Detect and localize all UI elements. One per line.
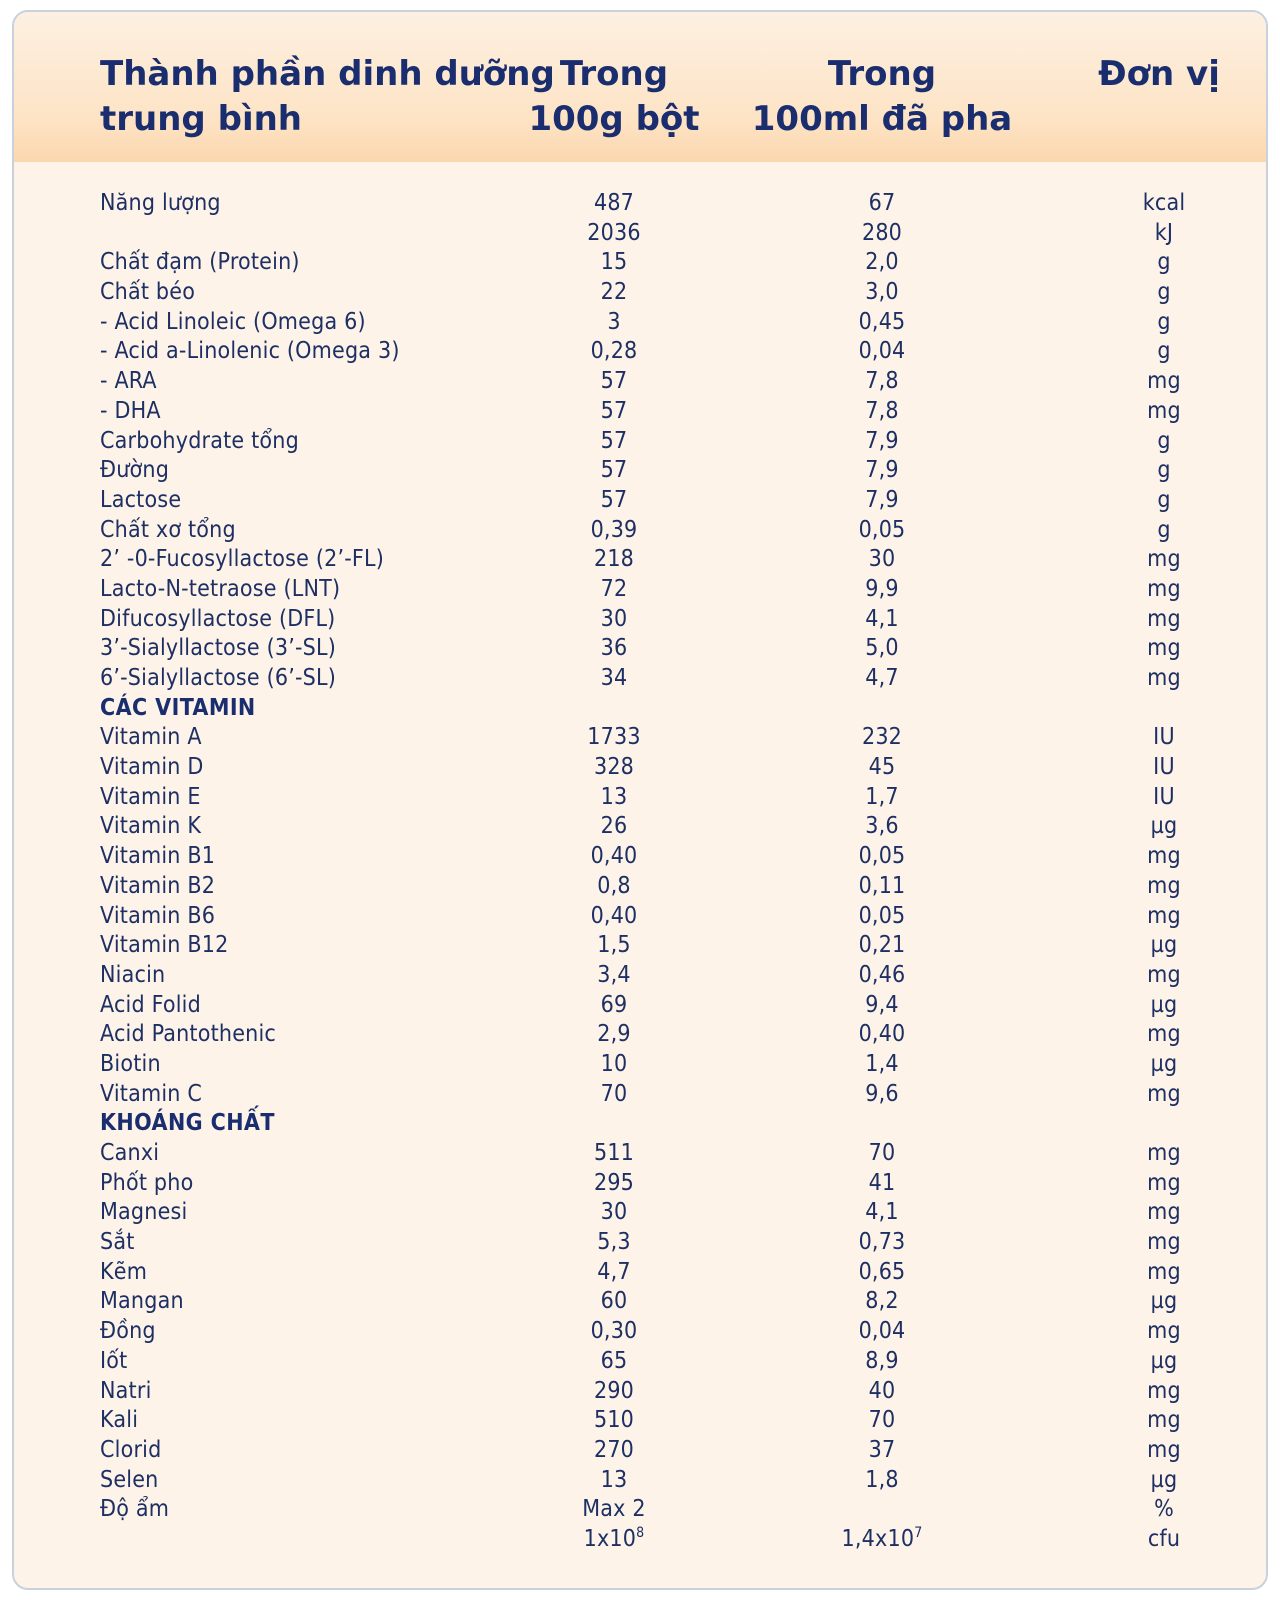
value-exponent: 7: [914, 1524, 923, 1541]
value-per-100ml: 9,4: [865, 991, 899, 1018]
value-per-100ml: 8,9: [865, 1347, 899, 1374]
value-per-100ml: 232: [861, 724, 903, 751]
unit: %: [1154, 1496, 1174, 1523]
value-per-100ml: 1,8: [865, 1466, 899, 1493]
value-exponent: 8: [636, 1524, 645, 1541]
value-per-100ml: 280: [861, 219, 903, 246]
table-row: [14, 1080, 1266, 1110]
table-row: [14, 1525, 1266, 1555]
value-per-100g: Max 2: [582, 1496, 646, 1523]
nutrient-name: Carbohydrate tổng: [100, 427, 299, 454]
nutrient-name: Vitamin B2: [100, 872, 216, 899]
nutrient-name: Canxi: [100, 1140, 160, 1166]
value-per-100g: 65: [600, 1347, 628, 1374]
nutrient-name: Niacin: [100, 961, 166, 988]
value-per-100g: 1,5: [597, 932, 631, 959]
nutrient-name: Phốt pho: [100, 1169, 194, 1196]
table-row: [14, 842, 1266, 872]
value-per-100g: 57: [600, 486, 628, 513]
table-row: [14, 1228, 1266, 1258]
unit: cfu: [1147, 1525, 1181, 1552]
value-per-100g: 72: [600, 575, 628, 602]
unit: mg: [1147, 605, 1181, 632]
nutrient-name: Chất xơ tổng: [100, 516, 236, 543]
table-row: [14, 723, 1266, 753]
value-per-100ml: 7,9: [865, 427, 899, 454]
table-row: [14, 1287, 1266, 1317]
value-base: 1x10: [583, 1525, 637, 1552]
value-per-100ml: 1,7: [865, 783, 899, 810]
value-per-100ml: 0,21: [858, 932, 906, 959]
nutrient-name: 3’-Sialyllactose (3’-SL): [100, 635, 336, 662]
nutrient-name: Vitamin B1: [100, 843, 216, 870]
nutrient-name: Năng lượng: [100, 190, 221, 216]
unit: g: [1157, 338, 1171, 365]
nutrient-name: - Acid a-Linolenic (Omega 3): [100, 338, 400, 365]
value-per-100ml: 4,1: [865, 1199, 899, 1226]
nutrient-name: 2’ -0-Fucosyllactose (2’-FL): [100, 546, 385, 573]
value-per-100ml: 2,0: [865, 249, 899, 276]
table-row: [14, 1258, 1266, 1288]
unit: mg: [1147, 575, 1181, 602]
section-heading: KHOÁNG CHẤT: [100, 1110, 275, 1137]
unit: µg: [1150, 1466, 1178, 1493]
value-per-100ml: 0,04: [858, 1318, 906, 1345]
unit: mg: [1147, 665, 1181, 691]
table-row: [14, 516, 1266, 546]
unit: g: [1157, 486, 1171, 513]
unit: mg: [1147, 1199, 1181, 1226]
value-per-100g: 0,30: [590, 1318, 638, 1345]
unit: mg: [1147, 961, 1181, 988]
header-col-per-100ml: Trong 100ml đã pha: [751, 54, 1013, 139]
value-per-100ml: 0,40: [858, 1021, 906, 1048]
nutrient-name: Vitamin E: [100, 783, 201, 810]
value-per-100g: 328: [593, 754, 635, 781]
unit: mg: [1147, 1377, 1181, 1404]
value-per-100g: 270: [593, 1436, 635, 1463]
nutrient-name: Chất béo: [100, 279, 196, 306]
value-per-100g: 36: [600, 635, 628, 662]
table-row: [14, 1377, 1266, 1407]
nutrient-name: Clorid: [100, 1436, 162, 1463]
header-col-nutrient: Thành phần dinh dưỡng trung bình: [100, 54, 555, 139]
nutrient-name: Vitamin D: [100, 754, 204, 781]
nutrient-name: Selen: [100, 1466, 159, 1493]
unit: mg: [1147, 902, 1181, 929]
table-row: [14, 278, 1266, 308]
unit: mg: [1147, 1436, 1181, 1463]
value-per-100ml: 8,2: [865, 1288, 899, 1315]
table-row: [14, 812, 1266, 842]
value-per-100g: 10: [600, 1050, 628, 1077]
value-per-100g: 70: [600, 1080, 628, 1107]
table-row: [14, 545, 1266, 575]
table-row: [14, 1347, 1266, 1377]
value-per-100g: 13: [600, 783, 628, 810]
table-row: [14, 397, 1266, 427]
nutrient-name: Lacto-N-tetraose (LNT): [100, 575, 341, 602]
unit: g: [1157, 427, 1171, 454]
value-per-100ml: 67: [868, 190, 896, 216]
value-per-100g: [544, 1525, 684, 1555]
nutrient-name: - ARA: [100, 368, 157, 395]
value-per-100ml: 0,04: [858, 338, 906, 365]
unit: mg: [1147, 635, 1181, 662]
table-row: [14, 783, 1266, 813]
nutrient-name: Acid Folid: [100, 991, 201, 1018]
value-per-100g: 30: [600, 605, 628, 632]
nutrient-name: Độ ẩm: [100, 1496, 170, 1523]
value-per-100g: 5,3: [597, 1229, 631, 1256]
table-row: [14, 753, 1266, 783]
value-per-100ml: 0,11: [858, 872, 906, 899]
table-row: [14, 961, 1266, 991]
nutrient-name: Vitamin A: [100, 724, 202, 751]
value-per-100g: 15: [600, 249, 628, 276]
value-per-100g: 57: [600, 427, 628, 454]
value-per-100g: 57: [600, 457, 628, 484]
value-per-100ml: 45: [868, 754, 896, 781]
unit: µg: [1150, 932, 1178, 959]
nutrient-name: Biotin: [100, 1050, 161, 1077]
value-per-100g: 2,9: [597, 1021, 631, 1048]
value-per-100ml: 4,1: [865, 605, 899, 632]
table-row: [14, 427, 1266, 457]
nutrient-name: Acid Pantothenic: [100, 1021, 276, 1048]
table-row: [14, 1406, 1266, 1436]
table-row: [14, 1495, 1266, 1525]
section-heading-row: [14, 1109, 1266, 1139]
unit: mg: [1147, 1080, 1181, 1107]
table-row: [14, 308, 1266, 338]
unit: g: [1157, 308, 1171, 335]
value-per-100ml: 0,65: [858, 1258, 906, 1285]
table-row: [14, 605, 1266, 635]
unit: µg: [1150, 991, 1178, 1018]
value-per-100g: 0,40: [590, 843, 638, 870]
value-per-100ml: 30: [868, 546, 896, 573]
nutrient-name: Đồng: [100, 1318, 156, 1345]
unit: g: [1157, 516, 1171, 543]
value-per-100ml: 0,05: [858, 516, 906, 543]
value-per-100g: 487: [593, 190, 635, 216]
nutrient-name: Kali: [100, 1407, 139, 1434]
nutrient-name: Natri: [100, 1377, 152, 1404]
value-per-100ml: 41: [868, 1169, 896, 1196]
table-row: [14, 634, 1266, 664]
value-per-100g: 26: [600, 813, 628, 840]
table-row: [14, 1436, 1266, 1466]
value-per-100ml: 0,46: [858, 961, 906, 988]
table-row: [14, 1198, 1266, 1228]
value-per-100g: 57: [600, 368, 628, 395]
nutrient-name: Vitamin K: [100, 813, 202, 840]
unit: kJ: [1154, 219, 1174, 246]
table-row: [14, 1050, 1266, 1080]
value-per-100ml: 40: [868, 1377, 896, 1404]
nutrient-name: Difucosyllactose (DFL): [100, 605, 336, 632]
table-row: [14, 1169, 1266, 1199]
unit: mg: [1147, 843, 1181, 870]
value-per-100ml: 9,9: [865, 575, 899, 602]
table-row: [14, 219, 1266, 249]
value-per-100ml: 0,05: [858, 843, 906, 870]
value-per-100g: 510: [593, 1407, 635, 1434]
table-row: [14, 664, 1266, 694]
nutrient-name: Chất đạm (Protein): [100, 249, 300, 276]
value-per-100ml: 7,9: [865, 457, 899, 484]
unit: mg: [1147, 1169, 1181, 1196]
nutrient-name: Vitamin C: [100, 1080, 203, 1107]
value-per-100g: 0,40: [590, 902, 638, 929]
value-per-100g: 22: [600, 279, 628, 306]
table-row: [14, 486, 1266, 516]
nutrient-name: Mangan: [100, 1288, 184, 1315]
nutrient-name: - DHA: [100, 397, 161, 424]
unit: µg: [1150, 1347, 1178, 1374]
value-base: 1,4x10: [841, 1525, 915, 1552]
value-per-100ml: 0,05: [858, 902, 906, 929]
table-row: [14, 367, 1266, 397]
value-per-100ml: 7,8: [865, 397, 899, 424]
unit: µg: [1150, 1050, 1178, 1077]
table-row: [14, 1020, 1266, 1050]
table-row: [14, 189, 1266, 219]
value-per-100g: 0,39: [590, 516, 638, 543]
table-row: [14, 575, 1266, 605]
table-row: [14, 248, 1266, 278]
table-row: [14, 1317, 1266, 1347]
value-per-100g: 69: [600, 991, 628, 1018]
value-per-100ml: 3,0: [865, 279, 899, 306]
value-per-100ml: 7,9: [865, 486, 899, 513]
value-per-100ml: 4,7: [865, 665, 899, 691]
value-per-100ml: 70: [868, 1407, 896, 1434]
unit: mg: [1147, 368, 1181, 395]
value-per-100g: 295: [593, 1169, 635, 1196]
value-per-100g: 3,4: [597, 961, 631, 988]
unit: g: [1157, 279, 1171, 306]
value-per-100g: 2036: [587, 219, 641, 246]
unit: kcal: [1142, 190, 1186, 216]
value-per-100g: 1733: [587, 724, 641, 751]
table-row: [14, 902, 1266, 932]
table-row: [14, 991, 1266, 1021]
table-body: [14, 189, 1266, 1555]
value-per-100ml: 3,6: [865, 813, 899, 840]
nutrition-table-panel: [12, 10, 1268, 1590]
value-per-100g: 218: [593, 546, 635, 573]
table-row: [14, 456, 1266, 486]
nutrient-name: Vitamin B12: [100, 932, 229, 959]
section-heading: CÁC VITAMIN: [100, 694, 256, 721]
nutrient-name: Đường: [100, 457, 170, 484]
table-row: [14, 872, 1266, 902]
value-per-100g: 30: [600, 1199, 628, 1226]
value-per-100g: 34: [600, 665, 628, 691]
unit: mg: [1147, 1229, 1181, 1256]
value-per-100ml: 9,6: [865, 1080, 899, 1107]
table-row: [14, 1466, 1266, 1496]
nutrient-name: - Acid Linoleic (Omega 6): [100, 308, 366, 335]
table-row: [14, 931, 1266, 961]
table-row: [14, 1139, 1266, 1169]
nutrient-name: Sắt: [100, 1229, 135, 1256]
value-per-100g: 3: [607, 308, 621, 335]
unit: mg: [1147, 1258, 1181, 1285]
unit: g: [1157, 249, 1171, 276]
header-col-per-100g: Trong 100g bột: [528, 54, 700, 139]
unit: µg: [1150, 1288, 1178, 1315]
nutrient-name: Lactose: [100, 486, 182, 513]
unit: mg: [1147, 397, 1181, 424]
value-per-100g: 13: [600, 1466, 628, 1493]
unit: IU: [1153, 724, 1175, 751]
value-per-100ml: 70: [868, 1140, 896, 1166]
value-per-100g: 290: [593, 1377, 635, 1404]
nutrient-name: Vitamin B6: [100, 902, 216, 929]
unit: mg: [1147, 872, 1181, 899]
unit: mg: [1147, 1318, 1181, 1345]
value-per-100g: 60: [600, 1288, 628, 1315]
value-per-100g: 57: [600, 397, 628, 424]
value-per-100g: 511: [593, 1140, 635, 1166]
value-per-100g: 0,28: [590, 338, 638, 365]
unit: g: [1157, 457, 1171, 484]
unit: mg: [1147, 1021, 1181, 1048]
section-heading-row: [14, 694, 1266, 724]
value-per-100ml: 0,73: [858, 1229, 906, 1256]
unit: µg: [1150, 813, 1178, 840]
value-per-100ml: 1,4: [865, 1050, 899, 1077]
value-per-100g: 4,7: [597, 1258, 631, 1285]
unit: mg: [1147, 1140, 1181, 1166]
unit: IU: [1153, 754, 1175, 781]
nutrient-name: Kẽm: [100, 1258, 148, 1285]
value-per-100ml: 37: [868, 1436, 896, 1463]
nutrient-name: Iốt: [100, 1347, 128, 1374]
value-per-100ml: 0,45: [858, 308, 906, 335]
unit: IU: [1153, 783, 1175, 810]
unit: mg: [1147, 546, 1181, 573]
value-per-100ml: [792, 1525, 972, 1555]
header-col-unit: Đơn vị: [1098, 54, 1220, 94]
nutrient-name: 6’-Sialyllactose (6’-SL): [100, 665, 336, 691]
value-per-100g: 0,8: [597, 872, 631, 899]
nutrient-name: Magnesi: [100, 1199, 188, 1226]
table-row: [14, 337, 1266, 367]
value-per-100ml: 7,8: [865, 368, 899, 395]
table-header: [14, 12, 1266, 162]
value-per-100ml: 5,0: [865, 635, 899, 662]
unit: mg: [1147, 1407, 1181, 1434]
